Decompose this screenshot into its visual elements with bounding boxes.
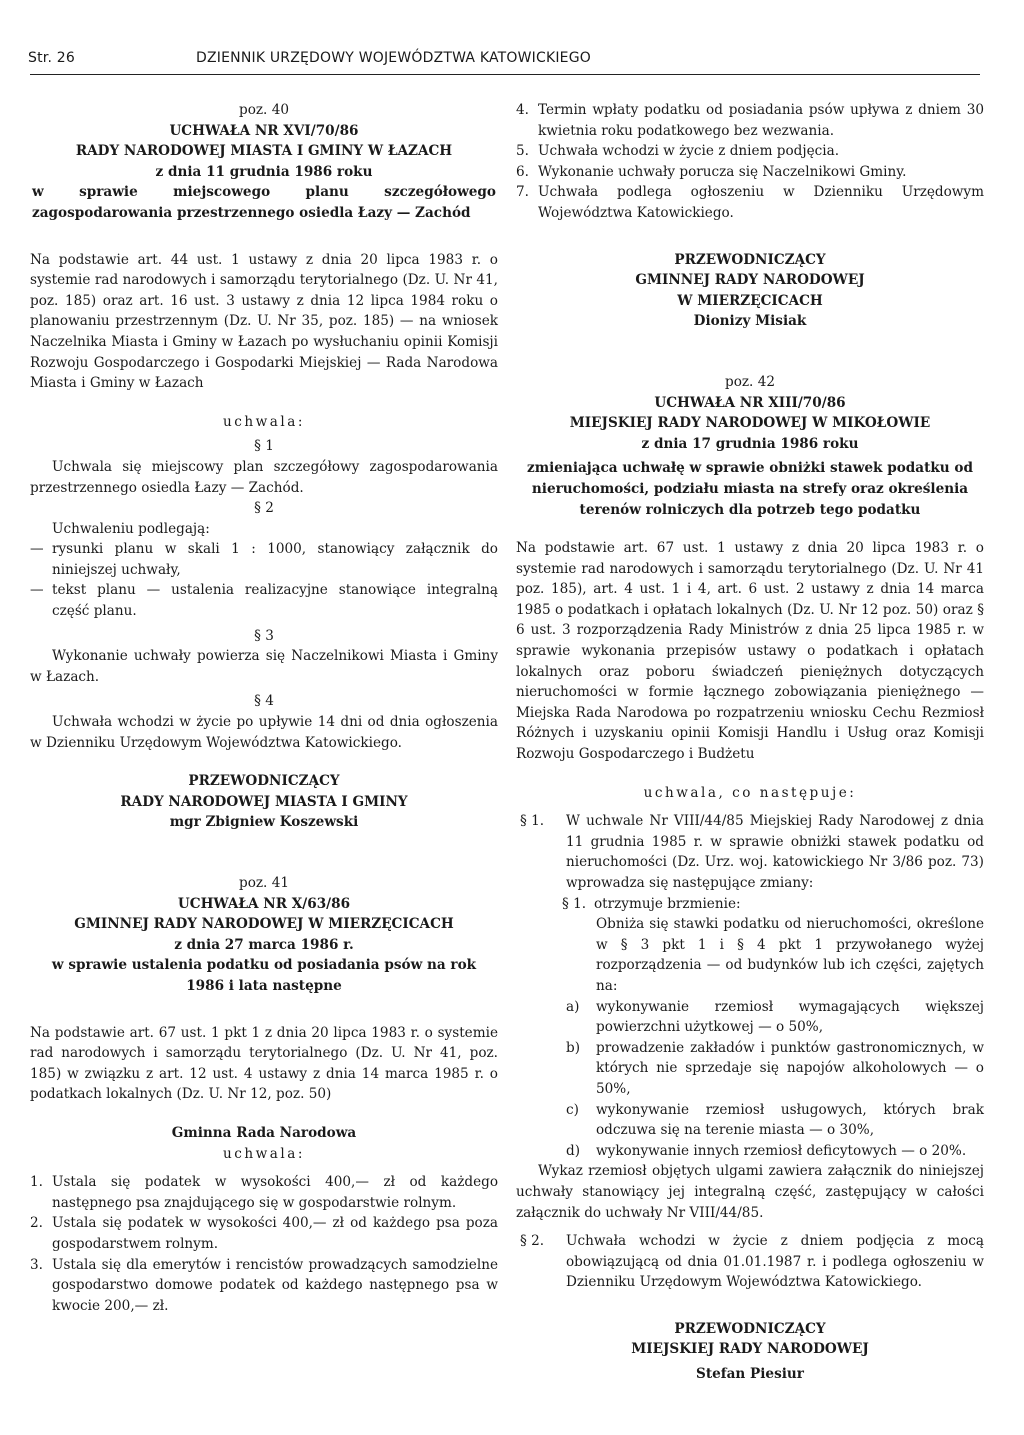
p42-subject: zmieniająca uchwałę w sprawie obniżki stawek podatku od nieruchomości, podziału miasta na strefy oraz określenia terenów rolniczych dla potrzeb tego podatku [527,460,973,518]
p42-section-2: § 2. Uchwała wchodzi w życie z dniem podjęcia z mocą obowiązującą od dnia 01.01.1987 r. i podlega ogłoszeniu w Dzienniku Urzędowym Województwa Katowickiego. [520,1233,984,1291]
p42-number: poz. 42 [725,373,775,390]
p41-number: poz. 41 [239,875,289,891]
p41-signature-body: GMINNEJ RADY NARODOWEJ [635,272,865,289]
list-item: 6. Wykonanie uchwały porucza się Naczelnikowi Gminy. [516,163,907,180]
list-item: 7. Uchwała podlega ogłoszeniu w Dzienniku Urzędowym Województwa Katowickiego. [516,184,984,221]
list-item: 2. Ustala się podatek w wysokości 400,— zł od każdego psa poza gospodarstwem rolnym. [30,1215,498,1252]
p40-subject: w sprawie miejscowego planu szczegółowego zagospodarowania przestrzennego osiedla Łazy — Zachód [32,184,496,221]
p40-legal-basis: Na podstawie art. 44 ust. 1 ustawy z dnia 20 lipca 1983 r. o systemie rad narodowych i samorządu terytorialnego (Dz. U. Nr 41, poz. 185) oraz art. 16 ust. 3 ustawy z dnia 12 lipca 1984 roku o planowaniu przestrzennym (Dz. U. Nr 35, poz. 185) — na wniosek Naczelnika Miasta i Gminy w Łazach po wysłuchaniu opinii Komisji Rozwoju Gospodarczego i Gospodarki Miejskiej — Rada Narodowa Miasta i Gminy w Łazach [30,251,498,392]
p40-section-2: § 2 [254,500,274,517]
p42-signature-body: MIEJSKIEJ RADY NARODOWEJ [631,1341,869,1358]
p41-council: GMINNEJ RADY NARODOWEJ W MIERZĘCICACH [74,916,454,933]
p41-resolves: uchwala: [223,1145,305,1162]
p41-legal-basis: Na podstawie art. 67 ust. 1 pkt 1 z dnia 20 lipca 1983 r. o systemie rad narodowych i samorządu terytorialnego (Dz. U. Nr 41, poz. 185) w związku z art. 12 ust. 4 ustawy z dnia 14 marca 1985 r. o podatkach lokalnych (Dz. U. Nr 12, poz. 50) [30,1024,498,1103]
list-item: a) wykonywanie rzemiosł wymagających większej powierzchni użytkowej — o 50%, [566,998,984,1036]
p42-council: MIEJSKIEJ RADY NARODOWEJ W MIKOŁOWIE [569,415,931,432]
p42-subsection-1: § 1. otrzymuje brzmienie: [562,895,741,912]
header-rule [30,74,980,75]
p40-section-4-text: Uchwała wchodzi w życie po upływie 14 dni od dnia ogłoszenia w Dzienniku Urzędowym Województwa Katowickiego. [30,714,498,751]
p40-section-1-text: Uchwala się miejscowy plan szczegółowy zagospodarowania przestrzennego osiedla Łazy — Zachód. [30,458,498,496]
p42-legal-basis: Na podstawie art. 67 ust. 1 ustawy z dnia 20 lipca 1983 r. o systemie rad narodowych i samorządu terytorialnego (Dz. U. Nr 41 poz. 185), art. 4 ust. 1 i 4, art. 6 ust. 2 ustawy z dnia 14 marca 1985 o podatkach i opłatach lokalnych (Dz. U. Nr 12 poz. 50) oraz § 6 ust. 3 rozporządzenia Rady Ministrów z dnia 25 lipca 1985 r. w sprawie wykonania przepisów ustawy o podatkach i opłatach lokalnych oraz poboru świadczeń pieniężnych dotyczących nieruchomości w formie łącznego zobowiązania pieniężnego — Miejska Rada Narodowa po rozpatrzeniu wniosku Cechu Rezmiosł Różnych i uzyskaniu opinii Komisji Handlu i Usług oraz Komisji Rozwoju Gospodarczego i Budżetu [516,540,984,763]
p41-signature-name: Dionizy Misiak [693,313,807,330]
list-item: — tekst planu — ustalenia realizacyjne stanowiące integralną część planu. [30,582,498,620]
list-item: 5. Uchwała wchodzi w życie z dniem podjęcia. [516,143,840,160]
list-item: 4. Termin wpłaty podatku od posiadania psów upływa z dniem 30 kwietnia roku podatkowego bez wezwania. [516,102,984,139]
p42-subsection-1-body: Obniża się stawki podatku od nieruchomości, określone w § 3 pkt 1 i § 4 pkt 1 przywołanego wyżej rozporządzenia — od budynków lub ich części, zajętych na: [596,916,984,994]
journal-title: DZIENNIK URZĘDOWY WOJEWÓDZTWA KATOWICKIEGO [196,50,591,66]
p42-section-1: § 1. W uchwale Nr VIII/44/85 Miejskiej Rady Narodowej z dnia 11 grudnia 1985 r. w sprawie obniżki stawek podatku od nieruchomości (Dz. Urz. woj. katowickiego Nr 3/86 poz. 73) wprowadza się następujące zmiany: [520,813,984,891]
p42-signature-role: PRZEWODNICZĄCY [674,1320,826,1337]
p41-subject: w sprawie ustalenia podatku od posiadania psów na rok 1986 i lata następne [51,957,477,994]
p40-section-3: § 3 [254,627,274,644]
p42-wykaz: Wykaz rzemiosł objętych ulgami zawiera załącznik do niniejszej uchwały stanowiący jej integralną część, zastępujący w całości załącznik do uchwały Nr VIII/44/85. [516,1163,984,1221]
p41-date: z dnia 27 marca 1986 r. [174,936,354,953]
p42-title: UCHWAŁA NR XIII/70/86 [654,394,846,411]
list-item: 3. Ustala się dla emerytów i rencistów prowadzących samodzielne gospodarstwo domowe podatek od każdego następnego psa w kwocie 200,— zł. [30,1256,498,1314]
p40-section-2-intro: Uchwaleniu podlegają: [52,520,210,537]
list-item: d) wykonywanie innych rzemiosł deficytowych — o 20%. [566,1142,967,1159]
p40-section-4: § 4 [254,693,274,710]
p41-title: UCHWAŁA NR X/63/86 [177,895,351,912]
p40-council: RADY NARODOWEJ MIASTA I GMINY W ŁAZACH [75,143,453,160]
p40-signature-name: mgr Zbigniew Koszewski [169,814,359,831]
p40-number: poz. 40 [239,102,289,118]
page-number: Str. 26 [28,50,75,66]
right-column [516,100,984,1385]
p42-date: z dnia 17 grudnia 1986 roku [641,435,859,452]
p40-signature-body: RADY NARODOWEJ MIASTA I GMINY [120,793,408,810]
list-item: — rysunki planu w skali 1 : 1000, stanowiący załącznik do niniejszej uchwały, [30,541,498,578]
p41-signature-role: PRZEWODNICZĄCY [674,251,826,268]
p40-title: UCHWAŁA NR XVI/70/86 [169,122,359,139]
list-item: c) wykonywanie rzemiosł usługowych, których brak odczuwa się na terenie miasta — o 30%, [566,1101,984,1139]
p42-signature-name: Stefan Piesiur [696,1366,804,1383]
p41-council-name: Gminna Rada Narodowa [171,1124,357,1141]
p42-resolves: uchwala, co następuje: [643,784,857,801]
p40-resolves: uchwala: [223,413,305,430]
p40-section-3-text: Wykonanie uchwały powierza się Naczelnikowi Miasta i Gminy w Łazach. [30,648,498,685]
p41-signature-place: W MIERZĘCICACH [677,292,823,309]
p40-date: z dnia 11 grudnia 1986 roku [155,163,373,180]
list-item: b) prowadzenie zakładów i punktów gastronomicznych, w których nie sprzedaje się napojów alkoholowych — o 50%, [566,1039,984,1097]
list-item: 1. Ustala się podatek w wysokości 400,— zł od każdego następnego psa znajdującego się w gospodarstwie rolnym. [30,1174,498,1211]
p40-section-1: § 1 [254,438,274,455]
left-column [30,100,498,1316]
p40-signature-role: PRZEWODNICZĄCY [188,773,340,790]
